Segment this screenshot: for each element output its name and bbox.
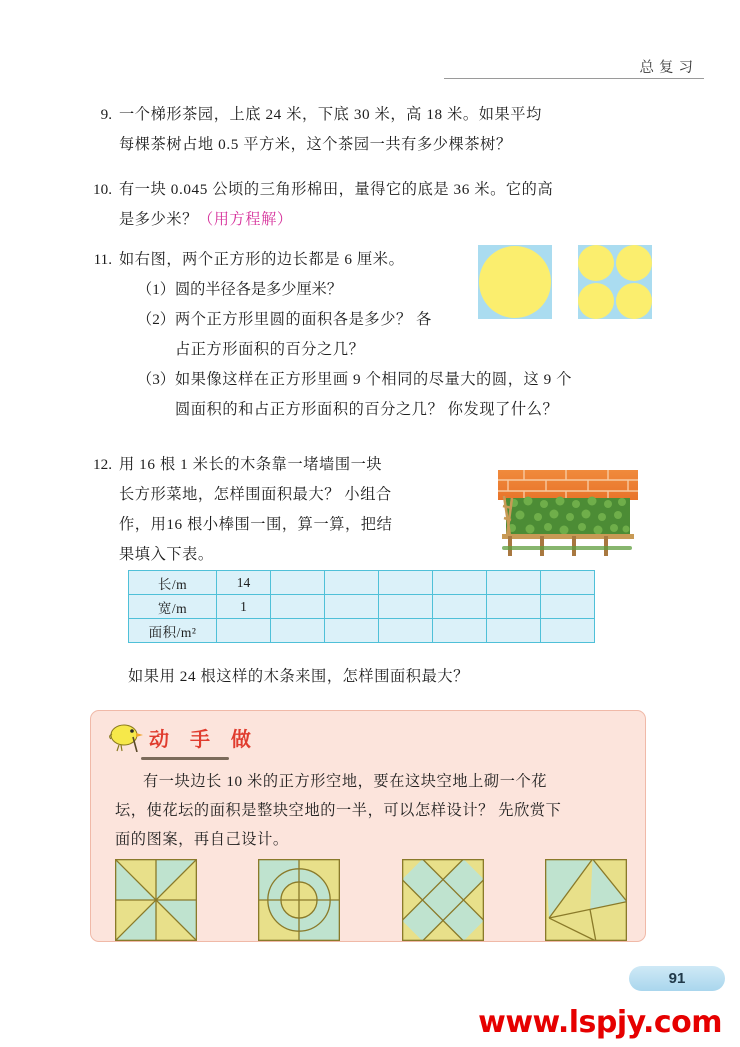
table-cell[interactable] <box>541 595 595 619</box>
table-cell[interactable] <box>379 619 433 643</box>
table-cell[interactable] <box>541 619 595 643</box>
problem-11-sub-3 <box>119 365 654 425</box>
pattern-pinwheel-eight-triangles <box>115 859 197 941</box>
chick-icon <box>107 722 147 752</box>
pattern-irregular-triangles <box>545 859 627 941</box>
inscribed-circle-bottom-right <box>616 283 652 319</box>
handson-line-2: 坛，使花坛的面积是整块空地的一半，可以怎样设计？ 先欣赏下 <box>115 802 562 819</box>
handson-box <box>90 710 646 942</box>
handson-header <box>107 722 258 752</box>
problem-12 <box>80 450 480 570</box>
after-table-question: 如果用 24 根这样的木条来围，怎样围面积最大？ <box>128 668 469 685</box>
problem-12-number: 12. <box>93 456 112 473</box>
garden-photo-illustration <box>494 470 644 558</box>
problem-11-sub-2-mark: （2） <box>137 311 175 328</box>
problem-11-sub-3-mark: （3） <box>137 371 175 388</box>
problem-11-sub-2-line-2: 占正方形面积的百分之几？ <box>174 341 365 358</box>
table-cell[interactable] <box>217 619 271 643</box>
table-cell[interactable] <box>487 595 541 619</box>
problem-9-body <box>112 100 654 160</box>
measurement-table <box>128 570 595 643</box>
square-one-circle-figure <box>478 245 552 319</box>
problem-10-line-2-text: 是多少米？ <box>119 211 198 228</box>
pattern-gallery <box>115 859 627 941</box>
handson-underline <box>141 757 229 760</box>
inscribed-circle-bottom-left <box>578 283 614 319</box>
table-row-label: 宽/m <box>129 595 217 619</box>
table-row-label: 长/m <box>129 571 217 595</box>
problem-10-line-1: 有一块 0.045 公顷的三角形棉田，量得它的底是 36 米。它的高 <box>119 181 554 198</box>
problem-12-line-4: 果填入下表。 <box>119 546 214 563</box>
problem-9 <box>88 100 654 160</box>
problem-12-body <box>112 450 480 570</box>
inscribed-circle-top-left <box>578 245 614 281</box>
table-cell[interactable] <box>271 571 325 595</box>
handson-title: 动 手 做 <box>149 726 258 751</box>
problem-9-line-2: 每棵茶树占地 0.5 平方米，这个茶园一共有多少棵茶树？ <box>119 136 512 153</box>
table-cell[interactable] <box>433 571 487 595</box>
table-row-label: 面积/m² <box>129 619 217 643</box>
table-cell[interactable] <box>325 619 379 643</box>
pattern-concentric-circles-quadrants <box>258 859 340 941</box>
problem-11-sub-3-text <box>175 365 654 425</box>
problem-11-number: 11. <box>93 251 112 268</box>
table-cell[interactable] <box>433 619 487 643</box>
problem-10-hint: （用方程解） <box>197 211 293 228</box>
problem-11-lead: 如右图，两个正方形的边长都是 6 厘米。 <box>119 251 405 268</box>
problem-11-figures <box>478 245 652 319</box>
running-head-title: 总复习 <box>639 60 698 76</box>
table-cell[interactable] <box>379 595 433 619</box>
problem-10-body <box>112 175 654 235</box>
table-cell[interactable] <box>433 595 487 619</box>
problem-9-line-1: 一个梯形茶园，上底 24 米，下底 30 米，高 18 米。如果平均 <box>119 106 542 123</box>
watermark: www.lspjy.com <box>478 1005 722 1040</box>
inscribed-circle-top-right <box>616 245 652 281</box>
problem-10 <box>80 175 654 235</box>
table-row <box>129 619 595 643</box>
table-cell[interactable] <box>487 571 541 595</box>
problem-10-number: 10. <box>93 181 112 198</box>
handson-line-1: 有一块边长 10 米的正方形空地，要在这块空地上砌一个花 <box>143 773 548 790</box>
table-cell[interactable] <box>487 619 541 643</box>
handson-line-3: 面的图案，再自己设计。 <box>115 831 289 848</box>
problem-11-sub-1-mark: （1） <box>137 281 175 298</box>
table-cell[interactable] <box>325 595 379 619</box>
page-number: 91 <box>629 966 725 991</box>
problem-12-line-1: 用 16 根 1 米长的木条靠一堵墙围一块 <box>119 456 383 473</box>
table-cell[interactable] <box>541 571 595 595</box>
table-cell[interactable]: 1 <box>217 595 271 619</box>
table-row <box>129 571 595 595</box>
table-row <box>129 595 595 619</box>
table-cell[interactable] <box>271 619 325 643</box>
problem-10-line-2 <box>119 205 654 235</box>
table-cell[interactable]: 14 <box>217 571 271 595</box>
problem-11-sub-3-line-2: 圆面积的和占正方形面积的百分之几？ 你发现了什么？ <box>174 401 559 418</box>
problem-12-line-2: 长方形菜地，怎样围面积最大？ 小组合 <box>119 486 392 503</box>
problem-9-number: 9. <box>100 106 112 123</box>
running-head-rule <box>444 78 704 79</box>
problem-11-sub-3-line-1: 如果像这样在正方形里画 9 个相同的尽量大的圆，这 9 个 <box>174 371 573 388</box>
handson-text <box>115 767 631 854</box>
square-four-circles-figure <box>578 245 652 319</box>
table-cell[interactable] <box>379 571 433 595</box>
garden-photo <box>494 470 644 558</box>
table-cell[interactable] <box>271 595 325 619</box>
problem-11-sub-1-text: 圆的半径各是多少厘米？ <box>174 281 343 298</box>
problem-11-sub-2-line-1: 两个正方形里圆的面积各是多少？ 各 <box>174 311 432 328</box>
pattern-diamond-lattice <box>402 859 484 941</box>
table-cell[interactable] <box>325 571 379 595</box>
problem-12-line-3: 作，用16 根小棒围一围，算一算，把结 <box>119 516 393 533</box>
inscribed-circle <box>479 246 551 318</box>
